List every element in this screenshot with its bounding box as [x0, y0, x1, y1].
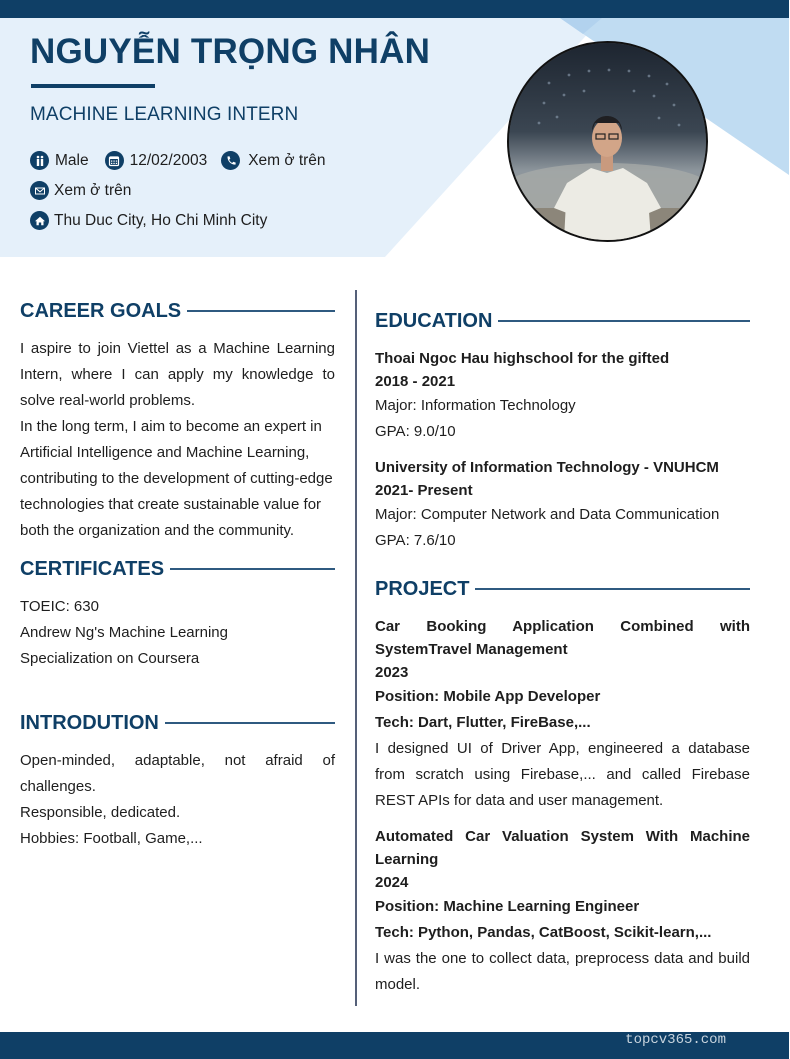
education-gpa: GPA: 7.6/10	[375, 532, 456, 549]
gender-item	[30, 151, 89, 170]
candidate-name: NGUYỄN TRỌNG NHÂN	[30, 32, 431, 71]
gender-value: Male	[55, 151, 89, 169]
home-icon	[30, 211, 49, 230]
heading-text: EDUCATION	[375, 309, 493, 332]
email-item	[30, 181, 131, 200]
info-row-2	[30, 181, 145, 200]
birthday-value: 12/02/2003	[129, 151, 208, 169]
education-major: Major: Information Technology	[375, 397, 576, 414]
project-description: I designed UI of Driver App, engineered a database from scratch using Firebase,... and called Firebase REST APIs for data and user management.	[375, 740, 750, 809]
email-value: Xem ở trên	[54, 181, 132, 199]
info-row-3	[30, 211, 281, 230]
heading-rule	[165, 722, 335, 724]
project-item	[375, 825, 750, 998]
section-heading	[20, 296, 335, 326]
phone-value: Xem ở trên	[248, 151, 326, 169]
school-name: University of Information Technology - VNUHCM	[375, 459, 719, 476]
section-heading	[375, 574, 750, 604]
heading-rule	[170, 568, 335, 570]
job-title: MACHINE LEARNING INTERN	[30, 104, 299, 125]
certificate-item: Andrew Ng's Machine Learning Specialization on Coursera	[20, 624, 228, 667]
education-section	[375, 306, 750, 554]
education-period: 2021- Present	[375, 482, 473, 499]
heading-text: CERTIFICATES	[20, 557, 165, 580]
profile-photo	[507, 41, 708, 242]
footer-bar	[0, 1032, 789, 1059]
left-column	[20, 296, 335, 852]
project-section	[375, 574, 750, 998]
name-underline	[31, 84, 155, 88]
heading-rule	[498, 320, 750, 322]
school-name: Thoai Ngoc Hau highschool for the gifted	[375, 350, 670, 367]
education-item	[375, 456, 750, 554]
calendar-icon	[105, 151, 124, 170]
right-column	[375, 306, 750, 998]
certificate-item: TOEIC: 630	[20, 598, 99, 615]
project-description: I was the one to collect data, preprocess data and build model.	[375, 950, 750, 993]
project-position: Position: Mobile App Developer	[375, 688, 601, 705]
education-period: 2018 - 2021	[375, 373, 456, 390]
project-name: Car Booking Application Combined with SystemTravel Management	[375, 618, 750, 658]
heading-rule	[187, 310, 335, 312]
section-heading	[20, 554, 335, 584]
section-heading	[20, 708, 335, 738]
heading-text: INTRODUTION	[20, 711, 159, 734]
watermark: topcv365.com	[625, 1032, 726, 1048]
project-tech: Tech: Python, Pandas, CatBoost, Scikit-learn,...	[375, 924, 712, 941]
introduction-section	[20, 708, 335, 852]
heading-text: PROJECT	[375, 577, 470, 600]
education-item	[375, 347, 750, 445]
education-gpa: GPA: 9.0/10	[375, 423, 456, 440]
project-tech: Tech: Dart, Flutter, FireBase,...	[375, 714, 591, 731]
project-year: 2023	[375, 664, 409, 681]
introduction-line: Hobbies: Football, Game,...	[20, 830, 203, 847]
certificates-section	[20, 554, 335, 672]
introduction-line: Open-minded, adaptable, not afraid of challenges.	[20, 752, 335, 795]
project-position: Position: Machine Learning Engineer	[375, 898, 640, 915]
introduction-line: Responsible, dedicated.	[20, 804, 181, 821]
project-year: 2024	[375, 874, 409, 891]
envelope-icon	[30, 181, 49, 200]
info-row-1	[30, 151, 340, 170]
project-name: Automated Car Valuation System With Machine Learning	[375, 828, 750, 868]
address-item	[30, 211, 267, 230]
gender-icon	[30, 151, 49, 170]
career-goals-section	[20, 296, 335, 544]
birthday-item	[105, 151, 208, 170]
career-goals-paragraph-2: In the long term, I aim to become an expert in Artificial Intelligence and Machine Learning, contributing to the development of cutting-edge technologies that create sustainable value for both the organization and the community.	[20, 418, 333, 539]
heading-text: CAREER GOALS	[20, 299, 182, 322]
career-goals-paragraph-1: I aspire to join Viettel as a Machine Learning Intern, where I can apply my knowledge to solve real-world problems.	[20, 340, 335, 409]
address-value: Thu Duc City, Ho Chi Minh City	[54, 211, 268, 229]
education-major: Major: Computer Network and Data Communication	[375, 506, 720, 523]
phone-icon	[221, 151, 240, 170]
project-item	[375, 615, 750, 814]
heading-rule	[475, 588, 750, 590]
phone-item	[221, 151, 325, 170]
section-heading	[375, 306, 750, 336]
column-divider	[355, 290, 357, 1006]
